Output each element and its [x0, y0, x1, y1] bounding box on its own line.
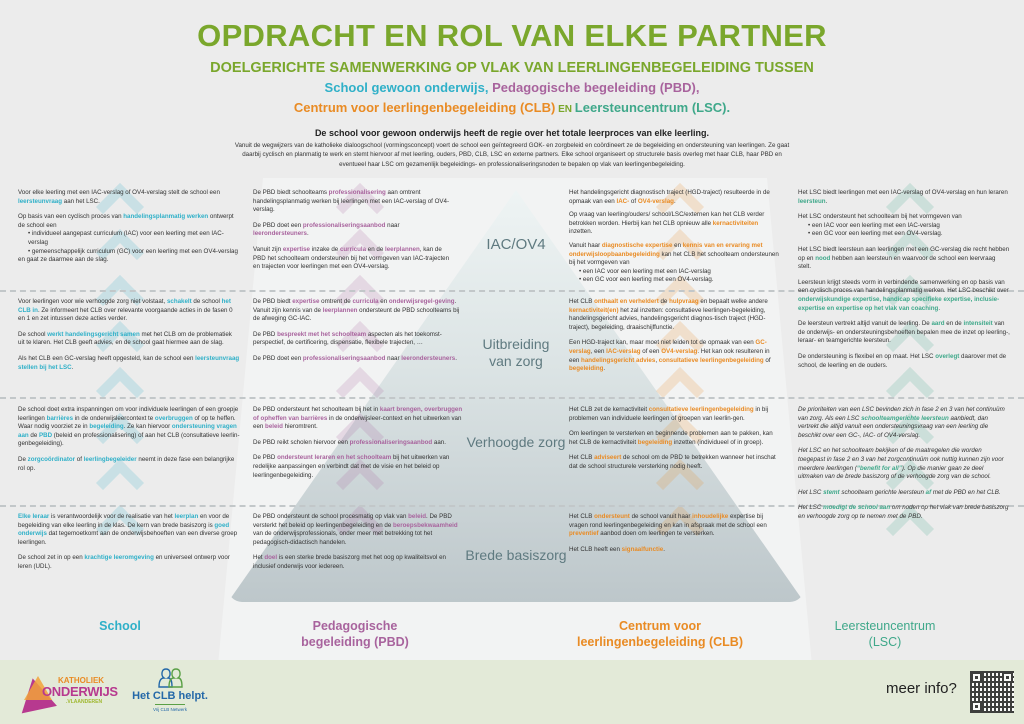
clb-iac-ov4: Het handelingsgericht diagnostisch traject (HGD-traject) resulteerde in de opmaak van een IAC- of OV4-verslag. Op vraag van leerling/ouders/ school/LSC/externen kan het CLB verder betrokken worden. Hierbij kan het CLB opnieuw alle kernactiviteiten inzetten. Vanuit haar diagnostische expertise en kennis van en ervaring met onderwijsloopbaanbegeleiding kan het CLB het schoolteam ondersteunen bij het vormgeven van • een IAC voor een leerling met een IAC-verslag • een GC voor een leerling met een OV4-verslag.: [569, 189, 781, 285]
level-label-verhoogde-zorg: Verhoogde zorg: [466, 434, 566, 450]
school-iac-ov4: Voor elke leerling met een IAC-verslag of OV4-verslag stelt de school een leersteunvraag aan het LSC. Op basis van een cyclisch proces van handelingsplanmatig werken ontwerpt de school een • individueel aangepast curriculum (IAC) voor een leerling met een IAC-verslag • gemeenschappelijk curriculum (GC) voor een leerling met een OV4-verslag en gaat ze daarmee aan de slag.: [18, 189, 240, 272]
school-brede-basiszorg: Elke leraar is verantwoordelijk voor de realisatie van het leerplan en voor de begeleiding van elke leerling in de klas. De kern van brede basiszorg is goed onderwijs dat tegemoetkomt aan de onderwijsbehoeften van een diverse groep leerlingen. De school zet in op een krachtige leeromgeving en universeel ontwerp voor leren (UDL).: [18, 513, 238, 570]
partner-lsc: Leersteuncentrum (LSC): [574, 100, 727, 115]
lsc-lower: De prioriteiten van een LSC bevinden zich in fase 2 en 3 van het continuüm van zorg. Als een LSC schoolteamgerichte leersteun aanbiedt, dan vertrekt die altijd vanuit een ondersteuningsvraag van een leerling die beschikt over een GC-, IAC- of OV4-verslag. Het LSC en het schoolteam bekijken of de maatregelen die worden toegepast in fase 2 en 3 van het zorgcontinuüm ook nuttig kunnen zijn voor meerdere leerlingen (“benefit for all”). Op die manier gaan ze deel uitmaken van de brede basiszorg of de verhoogde zorg van de school. Het LSC stemt schoolteam gerichte leersteun af met de PBD en het CLB. Het LSC moedigt de school aan om noden op het vlak van brede basiszorg en verhoogde zorg op te nemen met de PBD.: [798, 406, 1009, 520]
partner-pbd: Pedagogische begeleiding (PBD): [492, 80, 696, 95]
clb-uitbreiding: Het CLB onthaalt en verheldert de hulpvraag en bepaalt welke andere kernactiviteit(en) het zal inzetten: consultatieve leerlingen-begeleiding, handelingsgericht advies, handelingsgericht diagnos-tisch traject (HGD-traject), begeleiding, draaischijffunctie. Een HGD-traject kan, maar moet niet leiden tot de opmaak van een GC-verslag, een IAC-verslag of een OV4-verslag. Het kan ook resulteren in een handelingsgericht advies, consultatieve leerlingenbegeleiding of begeleiding.: [569, 298, 771, 373]
page-title: OPDRACHT EN ROL VAN ELKE PARTNER: [197, 18, 827, 53]
partner-school: School gewoon onderwijs: [324, 80, 485, 95]
pbd-iac-ov4: De PBD biedt schoolteams professionalisering aan omtrent handelingsplanmatig werken bij leerlingen met een IAC-verslag of OV4-verslag. De PBD doet een professionaliseringsaanbod naar leerondersteuners. Vanuit zijn expertise inzake de curricula en de leerplannen, kan de PBD het schoolteam ondersteunen bij het vormgeven van IAC-trajecten en trajecten voor leerlingen met een OV4-verslag.: [253, 189, 450, 271]
pbd-verhoogde-zorg: De PBD ondersteunt het schoolteam bij het in kaart brengen, overbruggen of opheffen van barrières in de onderwijsleer-context en het uitwerken van een beleid hieromtrent. De PBD reikt scholen hiervoor een professionaliseringsaanbod aan. De PBD ondersteunt leraren en het schoolteam bij het uitwerken van redelijke aanpassingen en verbindt dat met de visie en het beleid op leerlingenbegeleiding.: [253, 406, 463, 479]
column-label-clb: Centrum voor leerlingenbegeleiding (CLB): [577, 619, 743, 649]
column-label-lsc: Leersteuncentrum (LSC): [834, 619, 936, 649]
lsc-upper: Het LSC biedt leerlingen met een IAC-verslag of OV4-verslag en hun leraren leersteun. Het LSC ondersteunt het schoolteam bij het vormgeven van • een IAC voor een leerling met een IAC-verslag • een GC voor een leerling met een OV4-verslag. Het LSC biedt leersteun aan leerlingen met een GC-verslag die recht hebben op en nood hebben aan leersteun en waarvoor de school een leervraag stelt. Leersteun krijgt steeds vorm in verbindende samenwerking en op basis van een cyclisch proces van handelingsplanmatig werken. Het LSC beschikt over onderwijskundige expertise, handicap specifieke expertise, inclusie-expertise en expertise op het vlak van coaching. De leersteun vertrekt altijd vanuit de leerling. De aard en de intensiteit van de onderwijs- en ondersteuningsbehoeften bepalen mee de inzet op leerling-, leraar- en teamgerichte leersteun. De ondersteuning is flexibel en op maat. Het LSC overlegt daarover met de school, de leerling en de ouders.: [798, 189, 1010, 377]
clb-verhoogde-zorg: Het CLB zet de kernactiviteit consultatieve leerlingenbegeleiding in bij problemen van individuele leerlingen of groepen van leerlin-gen. Om leerlingen te versterken en beginnende problemen aan te pakken, kan het CLB de kernactiviteit begeleiding inzetten (individueel of in groep). Het CLB adviseert de school om de PBD te betrekken wanneer het inschat dat de school structurele versterking nodig heeft.: [569, 406, 776, 470]
intro-heading: De school voor gewoon onderwijs heeft de regie over het totale leerproces van elke leerling.: [314, 128, 710, 138]
school-verhoogde-zorg: De school doet extra inspanningen om voor individuele leerlingen of een groepje leerlingen barrières in de onderwijsleercontext te overbruggen of op te heffen. Waar nodig voorziet ze in begeleiding. Ze kan hiervoor ondersteuning vragen aan de PBD (beleid en professionalisering) of aan het CLB (consultatieve leerlin-genbegeleiding). De zorgcoördinator of leerlingbegeleider neemt in deze fase een belangrijke rol op.: [18, 406, 240, 472]
partners-line-2: Centrum voor leerlingenbegeleiding (CLB) EN Leersteuncentrum (LSC).: [293, 100, 731, 115]
column-label-pbd: Pedagogische begeleiding (PBD): [301, 619, 409, 649]
level-label-iac-ov4: IAC/OV4: [486, 236, 546, 253]
two-people-icon: [155, 666, 185, 688]
pbd-brede-basiszorg: De PBD ondersteunt de school procesmatig op vlak van beleid. De PBD versterkt het beleid op leerlingenbegeleiding en de beroepsbekwaamheid van de onderwijsprofessionals, onder meer met betrekking tot het pedagogisch-didactisch handelen. Het doel is een sterke brede basiszorg met het oog op kwaliteitsvol en inclusief onderwijs voor iedereen.: [253, 513, 458, 570]
more-info-label: meer info?: [886, 680, 957, 697]
level-label-brede-basiszorg: Brede basiszorg: [465, 547, 567, 563]
intro-body: Vanuit de wegwijzers van de katholieke dialoogschool (vormingsconcept) voert de school een geïntegreerd GOK- en zorgbeleid en coördineert ze de begeleiding en ondersteuning van leerlingen. Ze gaat daarbij cyclisch en planmatig te werk en stemt hiervoor af met leerling, ouders, PBD, CLB, LSC en externe partners. Elke school organiseert op structurele basis overleg met haar CLB, haar PBD en eventueel haar LSC om gezamenlijk begeleidings- en professionaliseringsnoden te bepalen op vlak van leerlingenbegeleiding.: [234, 142, 790, 168]
pbd-uitbreiding: De PBD biedt expertise omtrent de curricula en onderwijsregel-geving. Vanuit zijn kennis van de leerplannen ondersteunt de PBD schoolteams bij de afweging GC-IAC. De PBD bespreekt met het schoolteam aspecten als het toekomst-perspectief, de certificering, dispensatie, flexibele trajecten, … De PBD doet een professionaliseringsaanbod naar leerondersteuners.: [253, 298, 460, 362]
column-label-school: School: [99, 619, 141, 633]
clb-brede-basiszorg: Het CLB ondersteunt de school vanuit haar inhoudelijke expertise bij vragen rond leerlingenbegeleiding en kan in afspraak met de school een preventief aanbod doen om leerlingen te versterken. Het CLB heeft een signaalfunctie.: [569, 513, 767, 553]
school-uitbreiding: Voor leerlingen voor wie verhoogde zorg niet volstaat, schakelt de school het CLB in. Ze informeert het CLB over relevante voorgaande acties in de fasen 0 en 1 en zet intussen deze acties verder. De school werkt handelingsgericht samen met het CLB om de problematiek uit te klaren. Het CLB geeft advies, en de school gaat hiermee aan de slag. Als het CLB een GC-verslag heeft opgesteld, kan de school een leersteunvraag stellen bij het LSC.: [18, 298, 240, 371]
page-subtitle: DOELGERICHTE SAMENWERKING OP VLAK VAN LEERLINGENBEGELEIDING TUSSEN: [210, 60, 814, 76]
level-label-uitbreiding: Uitbreiding van zorg: [482, 336, 550, 369]
katholiek-onderwijs-logo[interactable]: KATHOLIEK ONDERWIJS .VLAANDEREN: [16, 672, 116, 716]
het-clb-helpt-logo[interactable]: Het CLB helpt. Vrij CLB Netwerk: [130, 666, 210, 718]
level-divider: [0, 397, 1024, 399]
logo-underline: [155, 704, 185, 705]
qr-code-icon[interactable]: [970, 671, 1014, 713]
partners-line-1: School gewoon onderwijs, Pedagogische begeleiding (PBD),: [324, 80, 700, 95]
partner-clb: Centrum voor leerlingenbegeleiding (CLB): [293, 100, 556, 115]
